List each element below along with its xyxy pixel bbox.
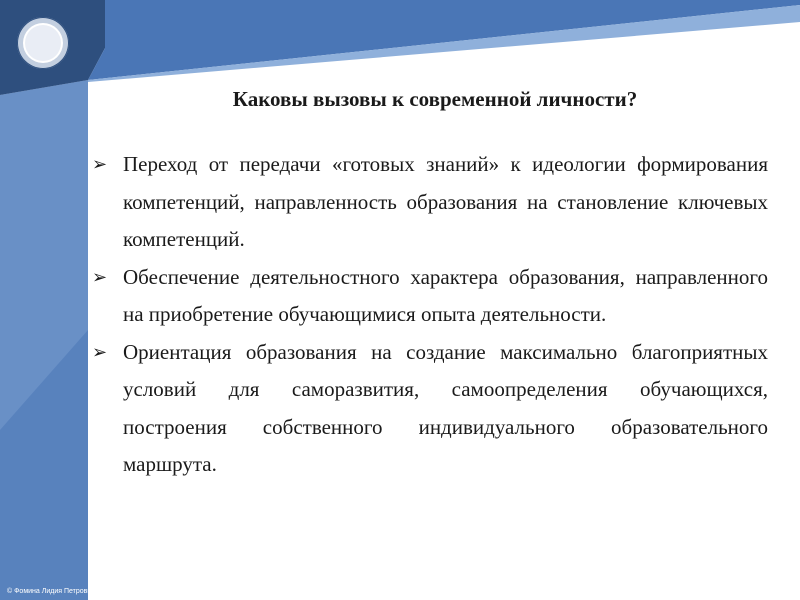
list-item-text: Переход от передачи «готовых знаний» к идеологии формирования компетенций, направленность образования на становление ключевых компетенций. <box>123 152 768 251</box>
slide-title: Каковы вызовы к современной личности? <box>232 87 638 111</box>
checkmark-arrow-icon: ➢ <box>92 266 108 288</box>
checkmark-arrow-icon: ➢ <box>92 154 108 175</box>
copyright-note: © Фомина Лидия Петровна <box>7 588 96 595</box>
list-item <box>92 259 768 334</box>
list-item-text: Обеспечение деятельностного характера образования, направленного на приобретение обучающимися опыта деятельности. <box>123 264 768 326</box>
top-banner <box>88 0 800 80</box>
checkmark-arrow-icon: ➢ <box>92 341 108 363</box>
list-item-text: Ориентация образования на создание максимально благоприятных условий для саморазвития, самоопределения обучающихся, построения собственного индивидуального образовательного маршрута. <box>123 339 768 476</box>
bullet-list <box>92 146 768 484</box>
list-item <box>92 146 768 259</box>
list-item <box>92 334 768 484</box>
logo-circle <box>17 17 69 69</box>
